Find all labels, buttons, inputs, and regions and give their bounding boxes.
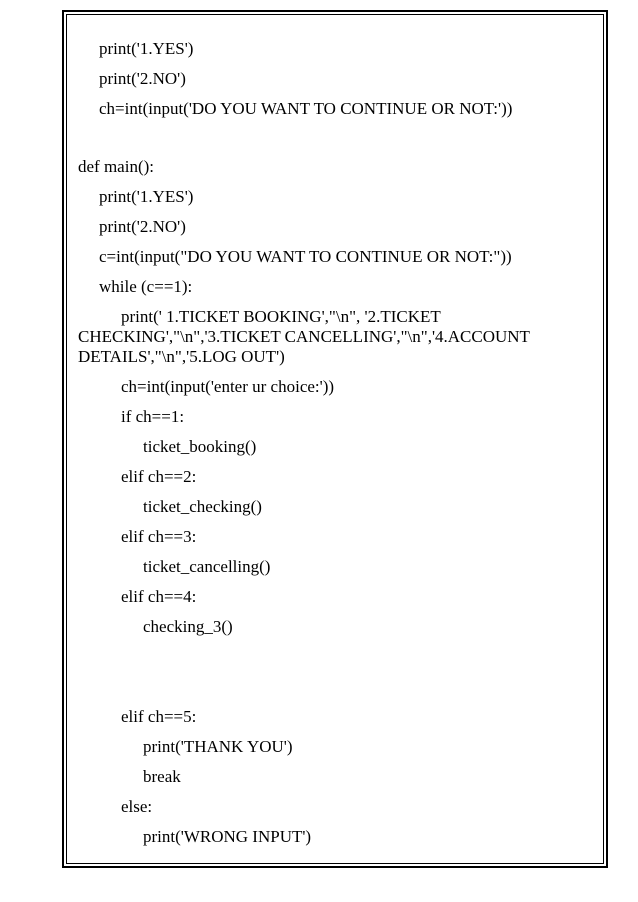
- code-line: ch=int(input('DO YOU WANT TO CONTINUE OR NOT:')): [99, 99, 513, 118]
- code-line: break: [143, 767, 181, 786]
- code-line: print('WRONG INPUT'): [143, 827, 312, 846]
- code-line: print('2.NO'): [99, 69, 186, 88]
- code-line: print('2.NO'): [99, 217, 186, 236]
- code-line: elif ch==4:: [121, 587, 197, 606]
- code-line: ticket_booking(): [143, 437, 257, 456]
- code-line: elif ch==3:: [121, 527, 197, 546]
- code-line: ticket_checking(): [143, 497, 262, 516]
- code-line: ticket_cancelling(): [143, 557, 271, 576]
- code-line: checking_3(): [143, 617, 233, 636]
- code-line: else:: [121, 797, 153, 816]
- code-line: CHECKING',"\n",'3.TICKET CANCELLING',"\n",'4.ACCOUNT: [78, 327, 530, 346]
- code-line: ch=int(input('enter ur choice:')): [121, 377, 335, 396]
- code-line: while (c==1):: [99, 277, 193, 296]
- code-line: if ch==1:: [121, 407, 185, 426]
- code-line: elif ch==2:: [121, 467, 197, 486]
- code-line: DETAILS',"\n",'5.LOG OUT'): [78, 347, 285, 366]
- code-line: c=int(input("DO YOU WANT TO CONTINUE OR NOT:")): [99, 247, 512, 266]
- code-line: elif ch==5:: [121, 707, 197, 726]
- code-line: print(' 1.TICKET BOOKING',"\n", '2.TICKET: [121, 307, 441, 326]
- code-line: print('1.YES'): [99, 187, 194, 206]
- code-line: def main():: [78, 157, 154, 176]
- code-line: print('1.YES'): [99, 39, 194, 58]
- code-line: print('THANK YOU'): [143, 737, 293, 756]
